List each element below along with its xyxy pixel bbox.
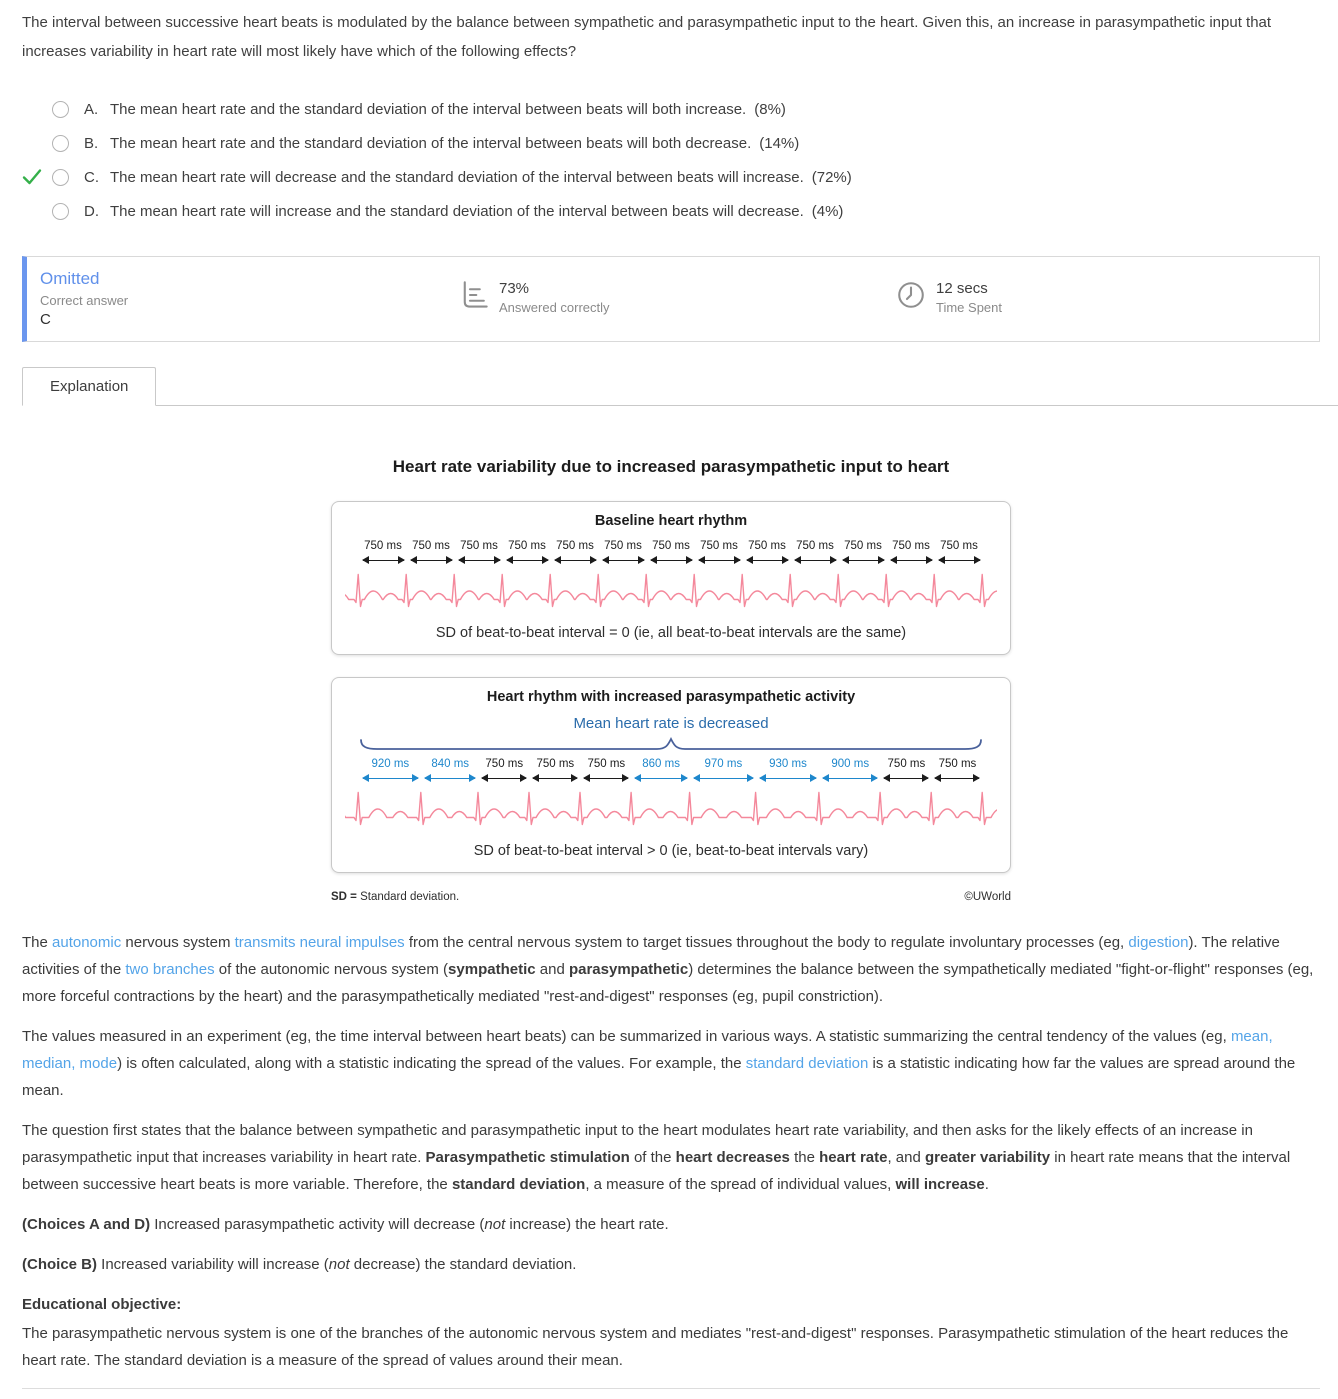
choice-percentage: (8%)	[754, 100, 786, 118]
interval-label: 750 ms	[652, 540, 690, 552]
double-arrow-icon	[362, 556, 405, 565]
parasympathetic-panel	[331, 677, 1011, 873]
parasympathetic-intervals	[345, 757, 997, 783]
choice-row-d	[22, 194, 1320, 228]
choice-radio-a[interactable]	[52, 101, 69, 118]
bold-text: heart rate	[819, 1149, 888, 1166]
explanation-link[interactable]: standard deviation	[745, 1055, 869, 1072]
status-omitted: Omitted	[40, 269, 100, 288]
figure	[331, 457, 1011, 903]
double-arrow-icon	[938, 556, 981, 565]
explanation-link[interactable]: digestion	[1128, 934, 1189, 951]
interval-label: 860 ms	[642, 758, 680, 770]
choice-percentage: (14%)	[759, 134, 800, 152]
interval-arrow-cell	[632, 774, 691, 783]
arrow-head-left	[362, 774, 369, 782]
interval-arrow-cell	[820, 774, 881, 783]
sd-abbrev: SD =	[331, 891, 357, 903]
arrow-head-right	[830, 556, 837, 564]
baseline-panel	[331, 501, 1011, 655]
interval-arrow-cell	[359, 774, 422, 783]
parasympathetic-ecg-trace	[345, 785, 997, 837]
baseline-intervals	[345, 539, 997, 565]
arrow-head-right	[542, 556, 549, 564]
double-arrow-icon	[794, 556, 837, 565]
choice-text: The mean heart rate will decrease and the standard deviation of the interval between beats will increase.	[110, 168, 804, 186]
answered-correctly-block	[459, 257, 896, 341]
arrow-head-right	[638, 556, 645, 564]
choice-row-a	[22, 92, 1320, 126]
double-arrow-icon	[554, 556, 597, 565]
double-arrow-icon	[362, 774, 420, 783]
correct-check-col	[22, 168, 52, 186]
double-arrow-icon	[822, 774, 878, 783]
interval-label: 750 ms	[796, 540, 834, 552]
interval-label: 930 ms	[769, 758, 807, 770]
arrow-head-right	[571, 774, 578, 782]
interval-arrow-cell	[479, 774, 530, 783]
bold-text: greater variability	[925, 1149, 1051, 1166]
arrow-head-right	[878, 556, 885, 564]
interval-arrow-row	[359, 774, 983, 783]
interval-arrow-cell	[791, 556, 839, 565]
baseline-panel-title: Baseline heart rhythm	[594, 513, 748, 529]
explanation-paragraph: (Choice B) Increased variability will increase (not decrease) the standard deviation.	[22, 1256, 577, 1273]
interval-label: 750 ms	[892, 540, 930, 552]
interval-label-row	[359, 539, 983, 554]
interval-label: 750 ms	[604, 540, 642, 552]
time-spent-value: 12 secs	[936, 280, 988, 297]
double-arrow-icon	[934, 774, 980, 783]
arrow-head-right	[871, 774, 878, 782]
bottom-divider	[22, 1388, 1320, 1389]
choice-percentage: (4%)	[811, 202, 844, 220]
mean-heart-rate-note: Mean heart rate is decreased	[573, 715, 769, 732]
arrow-head-right	[622, 774, 629, 782]
double-arrow-icon	[746, 556, 789, 565]
figure-footnote	[331, 891, 1011, 903]
arrow-head-left	[532, 774, 539, 782]
interval-label: 920 ms	[371, 758, 410, 770]
bold-text: (Choices A and D)	[22, 1216, 151, 1233]
bold-text: Parasympathetic stimulation	[425, 1149, 630, 1166]
interval-label: 750 ms	[587, 758, 626, 770]
double-arrow-icon	[759, 774, 817, 783]
time-spent-label: Time Spent	[936, 300, 1002, 315]
interval-label: 750 ms	[536, 758, 575, 770]
explanation-content	[0, 406, 1338, 1399]
choice-radio-b[interactable]	[52, 135, 69, 152]
choice-percentage: (72%)	[811, 168, 852, 186]
interval-arrow-cell	[647, 556, 695, 565]
arrow-line	[823, 778, 877, 779]
correct-answer-value: C	[40, 311, 51, 328]
choice-row-b	[22, 126, 1320, 160]
double-arrow-icon	[506, 556, 549, 565]
result-panel	[22, 256, 1320, 342]
double-arrow-icon	[883, 774, 929, 783]
explanation-body	[22, 929, 1320, 1374]
explanation-link[interactable]: two branches	[125, 961, 215, 978]
correct-checkmark-icon	[22, 168, 42, 186]
interval-arrow-cell	[359, 556, 407, 565]
interval-arrow-cell	[422, 774, 479, 783]
interval-arrow-cell	[690, 774, 756, 783]
choice-letter: B.	[84, 134, 99, 152]
double-arrow-icon	[693, 774, 754, 783]
choice-text: The mean heart rate and the standard deviation of the interval between beats will both increase.	[110, 100, 747, 118]
arrow-head-right	[782, 556, 789, 564]
choice-text: The mean heart rate will increase and the standard deviation of the interval between beats will decrease.	[110, 202, 804, 220]
arrow-head-right	[734, 556, 741, 564]
choice-letter: A.	[84, 100, 99, 118]
clock-icon	[896, 280, 926, 310]
italic-text: not	[484, 1216, 506, 1233]
correct-answer-label: Correct answer	[40, 293, 129, 308]
interval-arrow-cell	[881, 774, 932, 783]
interval-label: 750 ms	[844, 540, 882, 552]
explanation-paragraph	[22, 1291, 1320, 1318]
arrow-head-right	[469, 774, 476, 782]
arrow-head-right	[494, 556, 501, 564]
brace-icon	[359, 737, 983, 753]
interval-label: 750 ms	[485, 758, 524, 770]
interval-label: 750 ms	[364, 540, 402, 552]
interval-arrow-cell	[839, 556, 887, 565]
answered-correctly-label: Answered correctly	[499, 300, 610, 315]
interval-label: 970 ms	[704, 758, 743, 770]
interval-arrow-cell	[743, 556, 791, 565]
arrow-head-left	[650, 556, 657, 564]
baseline-ecg-trace	[345, 567, 997, 619]
interval-arrow-cell	[581, 774, 632, 783]
arrow-head-left	[822, 774, 829, 782]
arrow-head-right	[520, 774, 527, 782]
interval-label: 750 ms	[460, 540, 498, 552]
explanation-paragraph: (Choices A and D) Increased parasympathetic activity will decrease (not increase) the heart rate.	[22, 1216, 669, 1233]
arrow-head-left	[746, 556, 753, 564]
bold-text: Educational objective:	[22, 1296, 182, 1313]
tab-bar	[22, 367, 1338, 406]
arrow-head-left	[634, 774, 641, 782]
arrow-head-left	[759, 774, 766, 782]
arrow-head-left	[410, 556, 417, 564]
arrow-head-right	[446, 556, 453, 564]
interval-arrow-cell	[551, 556, 599, 565]
interval-arrow-cell	[455, 556, 503, 565]
double-arrow-icon	[698, 556, 741, 565]
explanation-paragraph: The parasympathetic nervous system is one of the branches of the autonomic nervous system and mediates "rest-and-digest" responses. Parasympathetic stimulation of the heart reduces the heart rate. The standard deviation is a measure of the spread of values around their mean.	[22, 1325, 1289, 1369]
arrow-head-left	[934, 774, 941, 782]
arrow-head-left	[583, 774, 590, 782]
arrow-line	[635, 778, 687, 779]
sd-definition: Standard deviation.	[356, 891, 460, 903]
bold-text: will increase	[895, 1176, 985, 1193]
arrow-head-right	[398, 556, 405, 564]
result-block	[27, 257, 459, 341]
choice-radio-d[interactable]	[52, 203, 69, 220]
bold-text: (Choice B)	[22, 1256, 97, 1273]
explanation-paragraph: The values measured in an experiment (eg, the time interval between heart beats) can be summarized in various ways. A statistic summarizing the central tendency of the values (eg, mean, median, mode) is often calculated, along with a statistic indicating the spread of the values. For example, the standard deviation is a statistic indicating how far the values are spread around the mean.	[22, 1028, 1296, 1099]
explanation-paragraph: The question first states that the balance between sympathetic and parasympathetic input to the heart modulates heart rate variability, and then asks for the likely effects of an increase in parasympathetic input that increases variability in heart rate. Parasympathetic stimulation of the heart decreases the heart rate, and greater variability in heart rate means that the interval between successive heart beats is more variable. Therefore, the standard deviation, a measure of the spread of individual values, will increase.	[22, 1122, 1291, 1193]
choice-text: The mean heart rate and the standard deviation of the interval between beats will both decrease.	[110, 134, 752, 152]
bold-text: sympathetic	[448, 961, 536, 978]
choice-radio-c[interactable]	[52, 169, 69, 186]
arrow-head-left	[794, 556, 801, 564]
arrow-head-right	[686, 556, 693, 564]
bold-text: parasympathetic	[568, 961, 689, 978]
arrow-head-right	[810, 774, 817, 782]
choice-row-c	[22, 160, 1320, 194]
tab-explanation[interactable]: Explanation	[22, 367, 156, 406]
interval-arrow-cell	[756, 774, 819, 783]
interval-label: 750 ms	[556, 540, 594, 552]
interval-label: 750 ms	[938, 758, 977, 770]
parasympathetic-panel-title: Heart rhythm with increased parasympathetic activity	[486, 689, 856, 705]
arrow-head-right	[590, 556, 597, 564]
bold-text: heart decreases	[675, 1149, 790, 1166]
double-arrow-icon	[890, 556, 933, 565]
figure-title: Heart rate variability due to increased parasympathetic input to heart	[392, 457, 950, 476]
interval-label: 750 ms	[887, 758, 926, 770]
arrow-line	[363, 778, 419, 779]
arrow-head-left	[506, 556, 513, 564]
interval-label: 750 ms	[700, 540, 738, 552]
double-arrow-icon	[583, 774, 629, 783]
choice-letter: C.	[84, 168, 99, 186]
interval-label-row	[359, 757, 983, 772]
interval-arrow-cell	[932, 774, 983, 783]
arrow-head-left	[424, 774, 431, 782]
arrow-head-left	[938, 556, 945, 564]
explanation-link[interactable]: autonomic	[52, 934, 122, 951]
arrow-head-left	[602, 556, 609, 564]
interval-arrow-cell	[695, 556, 743, 565]
sd-footnote	[331, 891, 459, 903]
brace-wrap	[345, 737, 997, 753]
explanation-link[interactable]: mean, median, mode	[22, 1028, 1273, 1072]
interval-arrow-cell	[407, 556, 455, 565]
arrow-head-left	[693, 774, 700, 782]
interval-arrow-cell	[935, 556, 983, 565]
baseline-caption: SD of beat-to-beat interval = 0 (ie, all beat-to-beat intervals are the same)	[435, 625, 907, 641]
double-arrow-icon	[842, 556, 885, 565]
arrow-line	[760, 778, 816, 779]
interval-label: 750 ms	[412, 540, 450, 552]
question-text: The interval between successive heart beats is modulated by the balance between sympathetic and parasympathetic input to the heart. Given this, an increase in parasympathetic input that increases variability in heart rate will most likely have which of the following effects?	[22, 14, 1272, 60]
page	[0, 0, 1338, 352]
explanation-link[interactable]: transmits neural impulses	[234, 934, 405, 951]
arrow-head-right	[681, 774, 688, 782]
interval-label: 750 ms	[748, 540, 786, 552]
arrow-head-right	[922, 774, 929, 782]
arrow-head-left	[883, 774, 890, 782]
interval-label: 750 ms	[508, 540, 546, 552]
interval-arrow-cell	[503, 556, 551, 565]
bold-text: standard deviation	[451, 1176, 586, 1193]
interval-arrow-cell	[530, 774, 581, 783]
double-arrow-icon	[602, 556, 645, 565]
arrow-head-left	[890, 556, 897, 564]
arrow-head-right	[926, 556, 933, 564]
explanation-paragraph: The autonomic nervous system transmits neural impulses from the central nervous system to target tissues throughout the body to regulate involuntary processes (eg, digestion). The relative activities of the two branches of the autonomic nervous system (sympathetic and parasympathetic) determines the balance between the sympathetically mediated "fight-or-flight" responses (eg, more forceful contractions by the heart) and the parasympathetically mediated "rest-and-digest" responses (eg, pupil constriction).	[22, 934, 1314, 1005]
arrow-head-left	[842, 556, 849, 564]
double-arrow-icon	[650, 556, 693, 565]
choice-letter: D.	[84, 202, 99, 220]
double-arrow-icon	[634, 774, 688, 783]
arrow-head-left	[698, 556, 705, 564]
arrow-head-left	[458, 556, 465, 564]
interval-arrow-cell	[887, 556, 935, 565]
arrow-head-right	[412, 774, 419, 782]
arrow-head-left	[481, 774, 488, 782]
answered-correctly-texts	[499, 280, 610, 315]
arrow-head-right	[974, 556, 981, 564]
copyright: ©UWorld	[964, 891, 1011, 903]
answered-correctly-value: 73%	[499, 280, 530, 297]
double-arrow-icon	[424, 774, 476, 783]
interval-arrow-row	[359, 556, 983, 565]
parasympathetic-caption: SD of beat-to-beat interval > 0 (ie, beat-to-beat intervals vary)	[473, 843, 869, 859]
arrow-head-right	[747, 774, 754, 782]
double-arrow-icon	[481, 774, 527, 783]
arrow-head-left	[362, 556, 369, 564]
double-arrow-icon	[458, 556, 501, 565]
interval-arrow-cell	[599, 556, 647, 565]
arrow-line	[694, 778, 753, 779]
italic-text: not	[328, 1256, 350, 1273]
arrow-line	[425, 778, 475, 779]
time-spent-block	[896, 257, 1333, 341]
interval-label: 900 ms	[831, 758, 870, 770]
double-arrow-icon	[410, 556, 453, 565]
time-spent-texts	[936, 280, 1002, 315]
choices-list	[22, 92, 1320, 228]
bar-chart-icon	[459, 280, 489, 310]
arrow-head-left	[554, 556, 561, 564]
arrow-head-right	[973, 774, 980, 782]
interval-label: 840 ms	[431, 758, 470, 770]
interval-label: 750 ms	[940, 540, 978, 552]
double-arrow-icon	[532, 774, 578, 783]
